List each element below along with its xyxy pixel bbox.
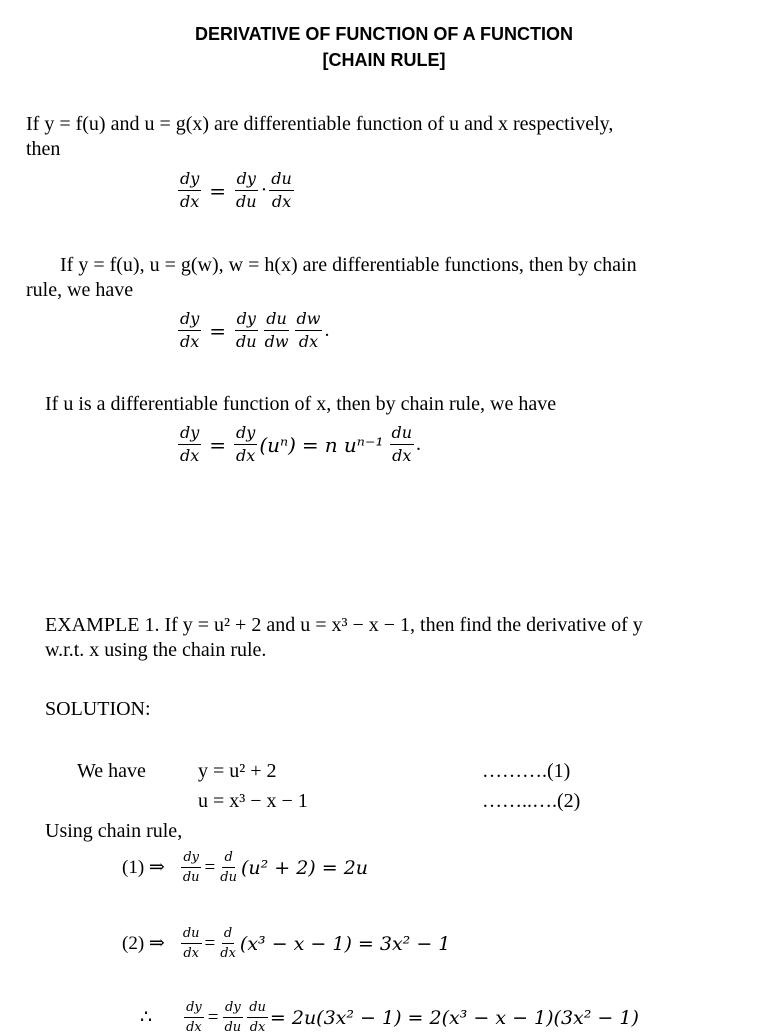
fraction: $\frac{d}{du}$: [220, 850, 237, 885]
example-line1: EXAMPLE 1. If y = u² + 2 and u = x³ − x − 1, then find the derivative of y: [45, 614, 643, 636]
solution-label: SOLUTION:: [45, 698, 151, 720]
para1-line2: then: [26, 138, 61, 160]
fraction: $\frac{dw}{dx}$: [296, 309, 321, 351]
fraction: $\frac{dy}{du}$: [236, 169, 257, 211]
fraction: $\frac{d}{dx}$: [220, 926, 236, 961]
para2-line2: rule, we have: [26, 279, 134, 301]
period: .: [416, 433, 422, 455]
dot-operator: ·: [260, 179, 268, 201]
fraction: $\frac{dy}{dx}$: [236, 423, 256, 465]
step-3-result: = 2u(3x² − 1) = 2(x³ − x − 1)(3x² − 1): [269, 1006, 639, 1029]
step-1-result: (u² + 2) = 2u: [240, 856, 369, 879]
power-derivative: n uⁿ⁻¹: [324, 432, 384, 457]
fraction: $\frac{du}{dw}$: [264, 309, 289, 351]
equation-2-ref: ……..….(2): [482, 790, 581, 812]
equation-power-rule: $\frac{dy}{dx}$ = $\frac{dy}{dx}$ (uⁿ) = n uⁿ⁻¹ $\frac{du}{dx}$ .: [180, 423, 422, 465]
equation-chain-rule: $\frac{dy}{dx}$ = $\frac{dy}{du}$ · $\frac{du}{dx}$: [180, 169, 292, 211]
page-subtitle: [CHAIN RULE]: [322, 50, 446, 70]
step-3: ∴ $\frac{dy}{dx}$ = $\frac{dy}{du}$ $\frac{du}{dx}$ = 2u(3x² − 1) = 2(x³ − x − 1)(3x² − 1): [140, 1000, 639, 1035]
fraction: $\frac{du}{dx}$: [249, 1000, 266, 1035]
fraction: $\frac{dy}{dx}$: [186, 1000, 202, 1035]
equation-chain-rule-three: $\frac{dy}{dx}$ = $\frac{dy}{du}$ $\frac{du}{dw}$ $\frac{dw}{dx}$ .: [180, 309, 330, 351]
step-1-label: (1) ⇒: [122, 857, 165, 878]
period: .: [324, 319, 330, 341]
step-2-result: (x³ − x − 1) = 3x² − 1: [239, 932, 451, 955]
we-have-label: We have: [77, 760, 146, 782]
fraction: $\frac{dy}{dx}$: [180, 423, 200, 465]
therefore-symbol: ∴: [140, 1007, 153, 1028]
using-chain-rule: Using chain rule,: [45, 820, 183, 842]
power-expression: (uⁿ): [259, 432, 296, 457]
example-line2: w.r.t. x using the chain rule.: [45, 639, 267, 661]
fraction: $\frac{du}{dx}$: [391, 423, 413, 465]
fraction: $\frac{dy}{du}$: [224, 1000, 242, 1035]
para2-line1: If y = f(u), u = g(w), w = h(x) are differentiable functions, then by chain: [60, 254, 637, 276]
fraction: $\frac{du}{dx}$: [182, 926, 200, 961]
equation-1-ref: ……….(1): [482, 760, 571, 782]
para1-line1: If y = f(u) and u = g(x) are differentiable function of u and x respectively,: [26, 113, 614, 135]
page-title: DERIVATIVE OF FUNCTION OF A FUNCTION: [195, 24, 573, 44]
step-1: (1) ⇒ $\frac{dy}{du}$ = $\frac{d}{du}$ (u² + 2) = 2u: [122, 850, 369, 885]
fraction: $\frac{dy}{dx}$: [180, 169, 200, 211]
step-2: (2) ⇒ $\frac{du}{dx}$ = $\frac{d}{dx}$ (x³ − x − 1) = 3x² − 1: [122, 926, 451, 961]
equation-1: y = u² + 2: [198, 760, 277, 782]
fraction: $\frac{dy}{du}$: [182, 850, 200, 885]
fraction: $\frac{dy}{dx}$: [180, 309, 200, 351]
fraction: $\frac{dy}{du}$: [236, 309, 257, 351]
equation-2: u = x³ − x − 1: [198, 790, 308, 812]
para3: If u is a differentiable function of x, then by chain rule, we have: [45, 393, 557, 415]
fraction: $\frac{du}{dx}$: [271, 169, 292, 211]
step-2-label: (2) ⇒: [122, 933, 165, 954]
